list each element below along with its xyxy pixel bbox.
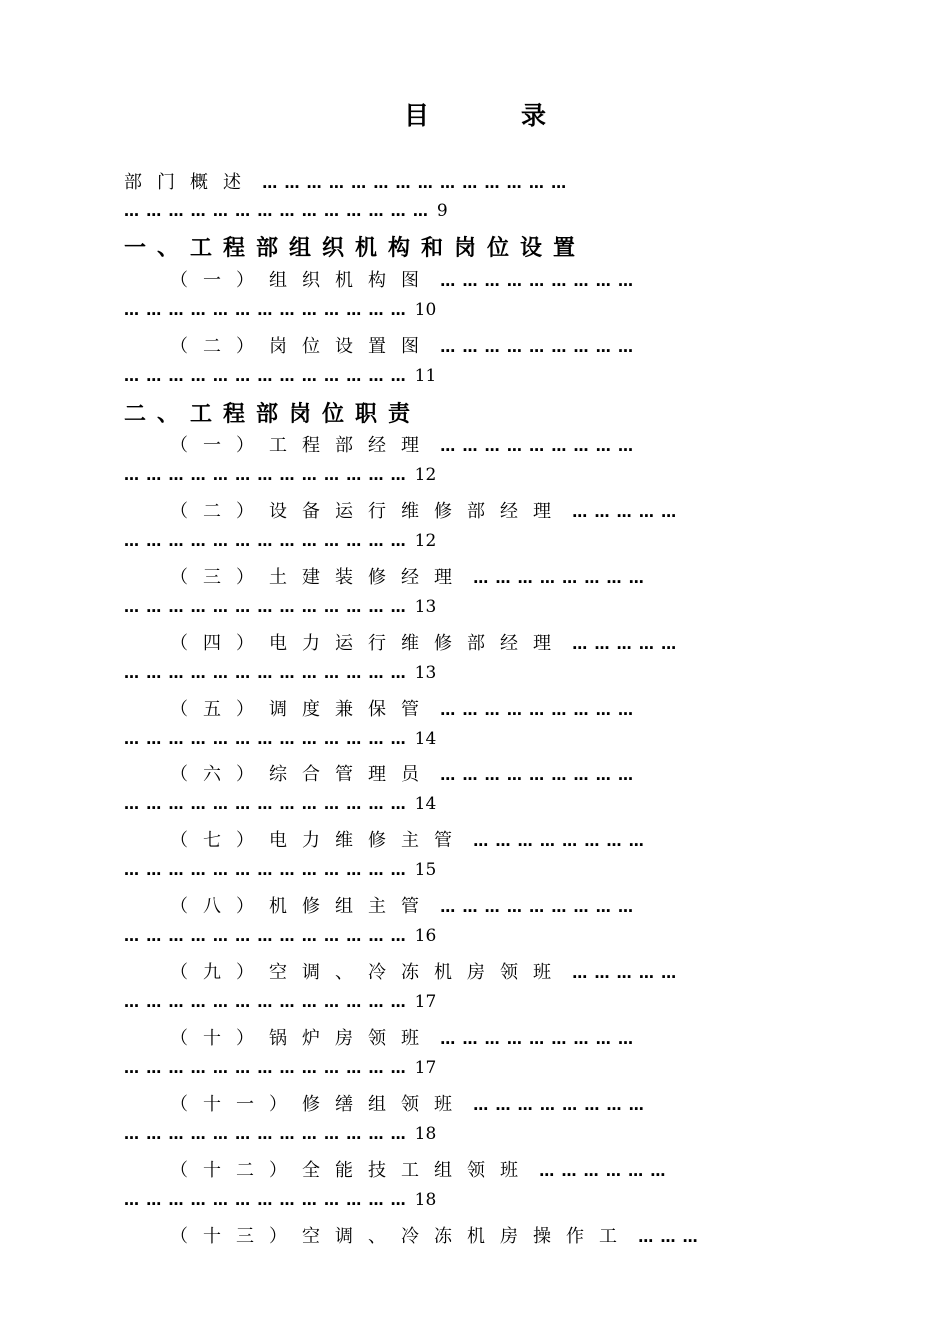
- entry-label: 部门概述: [124, 172, 256, 193]
- leader-dots: … … …: [632, 1228, 699, 1246]
- toc-entry: [170, 826, 840, 856]
- leader-dots: … … … … … … … … … … … … …: [124, 861, 407, 879]
- page-number: 14: [414, 729, 437, 749]
- leader-dots: … … … … … … … … … … … … …: [124, 466, 407, 484]
- page-number: 16: [414, 926, 437, 946]
- leader-dots: … … … … … … … … … … … … … …: [124, 202, 429, 220]
- section-heading: 二、工程部岗位职责: [124, 401, 422, 427]
- toc-entry: [170, 1222, 840, 1252]
- leader-dots: … … … … … … … … … … … … …: [124, 993, 407, 1011]
- toc-entry-cont: [124, 596, 794, 626]
- entry-label: （五）调度兼保管: [170, 699, 434, 720]
- entry-label: （七）电力维修主管: [170, 830, 467, 851]
- leader-dots: … … … … … … … … … … … … …: [124, 1059, 407, 1077]
- toc-entry-cont: [124, 925, 794, 955]
- leader-dots: … … … … … … … … … … … … …: [124, 927, 407, 945]
- toc-entry-cont: [124, 991, 794, 1021]
- page-number: 17: [414, 1058, 437, 1078]
- toc-entry-cont: [124, 299, 794, 329]
- leader-dots: … … … … … … … … …: [434, 898, 634, 916]
- page-number: 13: [414, 663, 437, 683]
- toc-entry-cont: [124, 728, 794, 758]
- toc-entry-cont: [124, 859, 794, 889]
- toc-entry: [170, 629, 840, 659]
- toc-entry: [170, 760, 840, 790]
- leader-dots: … … … … … … … … …: [434, 766, 634, 784]
- page-number: 15: [414, 860, 437, 880]
- leader-dots: … … … … … … … … … … … … …: [124, 1191, 407, 1209]
- toc-entry-overview: [124, 168, 794, 198]
- entry-label: （十一）修缮组领班: [170, 1094, 467, 1115]
- toc-entry: [170, 1090, 840, 1120]
- leader-dots: … … … … …: [566, 503, 678, 521]
- page-title: [0, 96, 950, 132]
- leader-dots: … … … … … … … …: [467, 1096, 645, 1114]
- entry-label: （二）岗位设置图: [170, 336, 434, 357]
- leader-dots: … … … … … … … … … … … … …: [124, 795, 407, 813]
- section-heading: 一、工程部组织机构和岗位设置: [124, 235, 587, 261]
- toc-entry: [170, 892, 840, 922]
- leader-dots: … … … … … … … … … … … … …: [124, 301, 407, 319]
- toc-entry: [170, 332, 840, 362]
- entry-label: （一）组织机构图: [170, 270, 434, 291]
- entry-label: （十三）空调、冷冻机房操作工: [170, 1226, 632, 1247]
- leader-dots: … … … … … … … … …: [434, 437, 634, 455]
- toc-entry-cont: [124, 530, 794, 560]
- page-number: 12: [414, 531, 437, 551]
- toc-entry: [170, 266, 840, 296]
- leader-dots: … … … … … … … … …: [434, 701, 634, 719]
- leader-dots: … … … … … … … … … … … … …: [124, 598, 407, 616]
- leader-dots: … … … … … … … … …: [434, 272, 634, 290]
- page-number: 14: [414, 794, 437, 814]
- entry-label: （十二）全能技工组领班: [170, 1160, 533, 1181]
- page-number: 13: [414, 597, 437, 617]
- title-char-2: 录: [521, 101, 547, 130]
- toc-entry-cont: [124, 793, 794, 823]
- toc-entry: [170, 1024, 840, 1054]
- toc-entry-cont: [124, 1189, 794, 1219]
- page-number: 18: [414, 1190, 437, 1210]
- entry-label: （十）锅炉房领班: [170, 1028, 434, 1049]
- leader-dots: … … … … … … … … … … … … …: [124, 664, 407, 682]
- entry-label: （一）工程部经理: [170, 435, 434, 456]
- entry-label: （八）机修组主管: [170, 896, 434, 917]
- page-number: 17: [414, 992, 437, 1012]
- page-number: 9: [436, 201, 448, 221]
- leader-dots: … … … … …: [566, 635, 678, 653]
- entry-label: （六）综合管理员: [170, 764, 434, 785]
- toc-entry-overview-cont: [124, 200, 794, 230]
- entry-label: （四）电力运行维修部经理: [170, 633, 566, 654]
- page-number: 10: [414, 300, 437, 320]
- leader-dots: … … … … … … … … … … … … …: [124, 1125, 407, 1143]
- leader-dots: … … … … … … … … … … … … …: [124, 730, 407, 748]
- toc-entry-cont: [124, 1057, 794, 1087]
- entry-label: （三）土建装修经理: [170, 567, 467, 588]
- leader-dots: … … … … … … … … … … … … … …: [256, 174, 568, 192]
- title-char-1: 目: [403, 101, 429, 130]
- toc-entry: [170, 563, 840, 593]
- toc-entry-cont: [124, 365, 794, 395]
- leader-dots: … … … … … … … … … … … … …: [124, 367, 407, 385]
- leader-dots: … … … … … … … …: [467, 832, 645, 850]
- page-number: 18: [414, 1124, 437, 1144]
- leader-dots: … … … … … … … … …: [434, 1030, 634, 1048]
- leader-dots: … … … … …: [566, 964, 678, 982]
- page-number: 11: [414, 366, 437, 386]
- leader-dots: … … … … … … … …: [467, 569, 645, 587]
- toc-entry: [170, 431, 840, 461]
- page-number: 12: [414, 465, 437, 485]
- toc-entry: [170, 1156, 840, 1186]
- leader-dots: … … … … … … … … … … … … …: [124, 532, 407, 550]
- toc-entry: [170, 497, 840, 527]
- toc-entry: [170, 695, 840, 725]
- entry-label: （二）设备运行维修部经理: [170, 501, 566, 522]
- leader-dots: … … … … … …: [533, 1162, 667, 1180]
- leader-dots: … … … … … … … … …: [434, 338, 634, 356]
- toc-entry-cont: [124, 1123, 794, 1153]
- entry-label: （九）空调、冷冻机房领班: [170, 962, 566, 983]
- toc-entry-cont: [124, 662, 794, 692]
- toc-entry-cont: [124, 464, 794, 494]
- toc-entry: [170, 958, 840, 988]
